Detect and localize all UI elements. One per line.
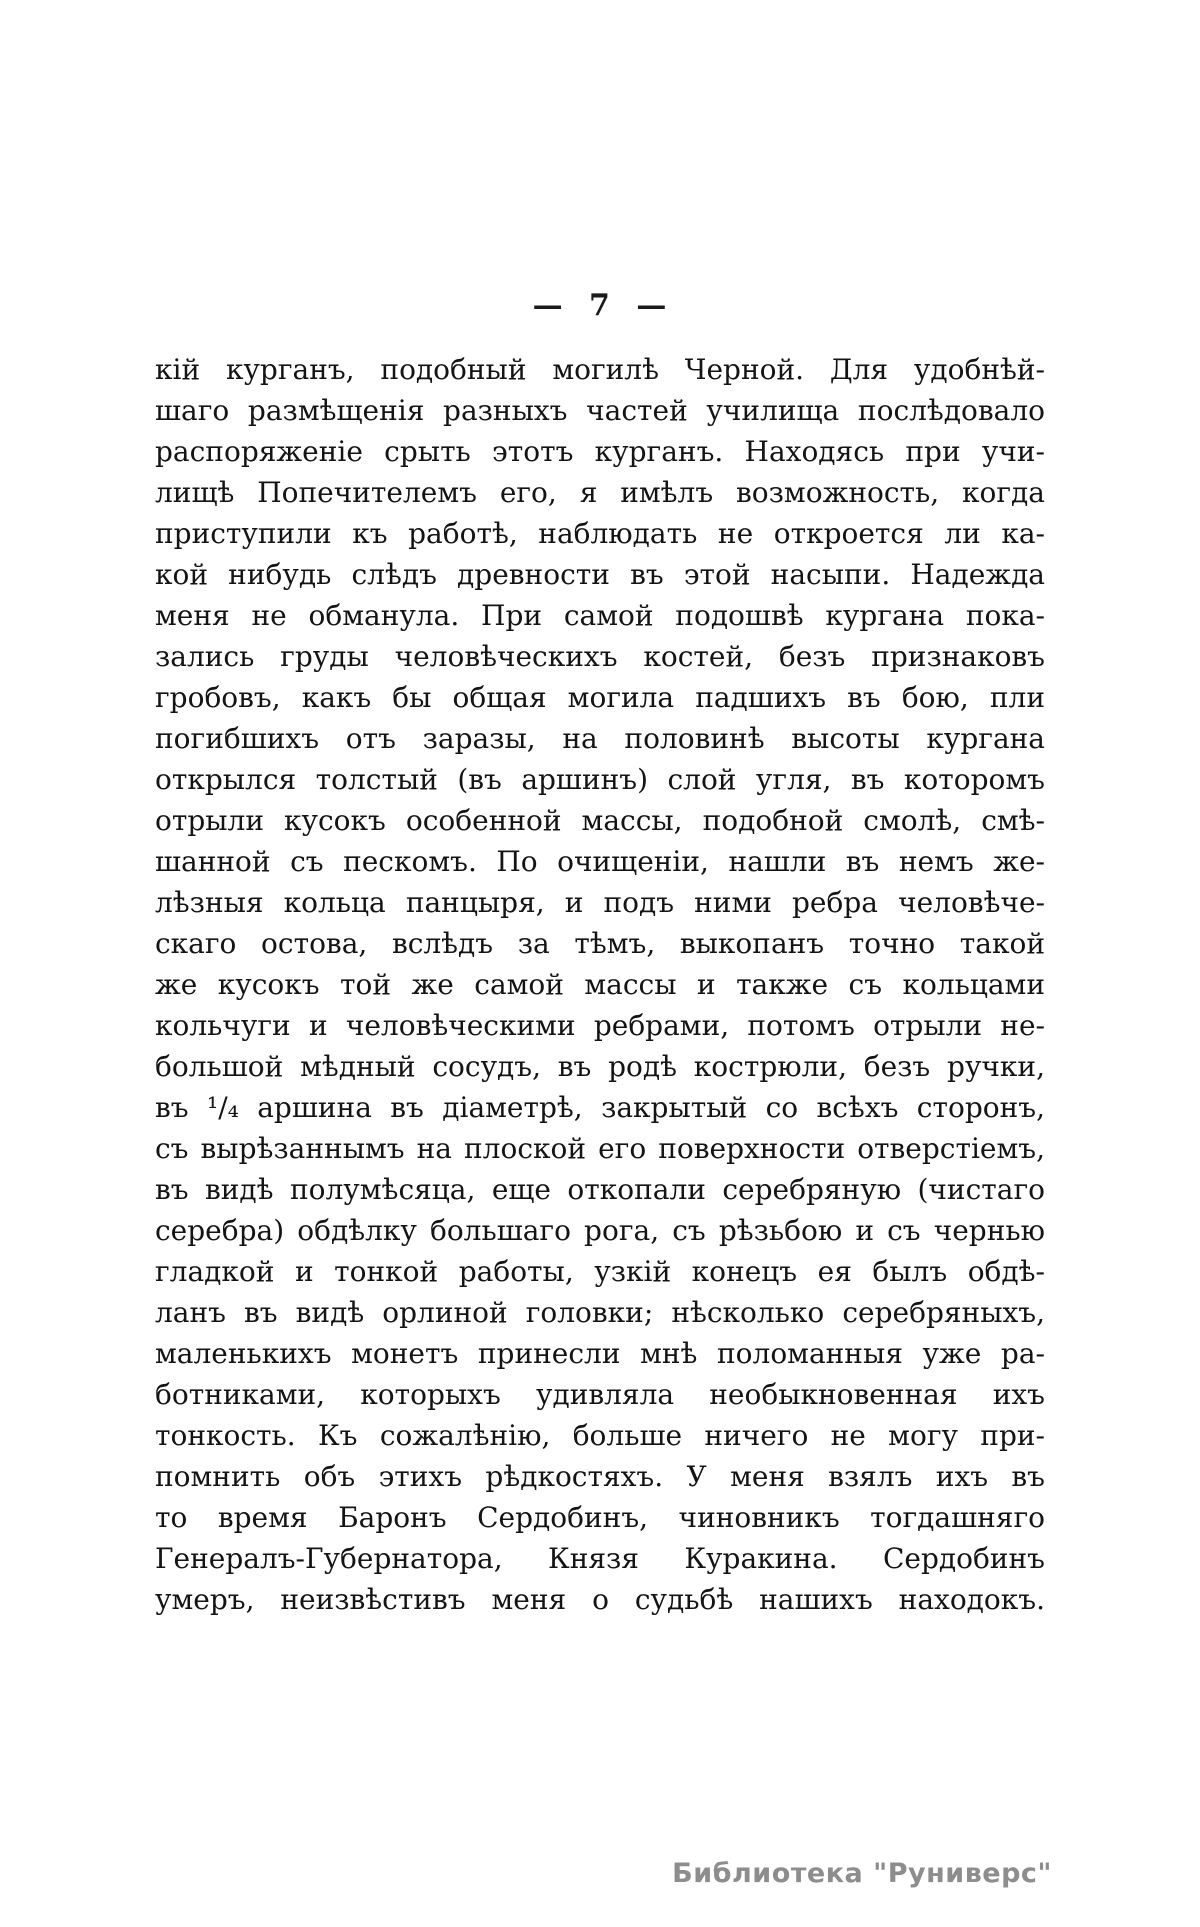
text-line: кой нибудь слѣдъ древности въ этой насыпи. Надежда <box>155 558 1045 591</box>
text-line: погибшихъ отъ заразы, на половинѣ высоты кургана <box>155 722 1045 755</box>
text-line: умеръ, неизвѣстивъ меня о судьбѣ нашихъ находокъ. <box>155 1583 1045 1616</box>
text-line: серебра) обдѣлку большаго рога, съ рѣзьбою и съ чернью <box>155 1214 1045 1247</box>
text-line: гладкой и тонкой работы, узкій конецъ ея былъ обдѣ- <box>155 1255 1045 1288</box>
text-line: тонкость. Къ сожалѣнію, больше ничего не могу при- <box>155 1419 1045 1452</box>
library-watermark: Библиотека "Руниверс" <box>672 1858 1052 1889</box>
text-line: Генералъ-Губернатора, Князя Куракина. Сердобинъ <box>155 1542 1045 1575</box>
text-line: меня не обманула. При самой подошвѣ кургана пока- <box>155 599 1045 632</box>
text-line: кольчуги и человѣческими ребрами, потомъ отрыли не- <box>155 1009 1045 1042</box>
text-line: лѣзныя кольца панцыря, и подъ ними ребра человѣче- <box>155 886 1045 919</box>
text-line: то время Баронъ Сердобинъ, чиновникъ тогдашняго <box>155 1501 1045 1534</box>
text-line: въ видѣ полумѣсяца, еще откопали серебряную (чистаго <box>155 1173 1045 1206</box>
text-line: же кусокъ той же самой массы и также съ кольцами <box>155 968 1045 1001</box>
text-line: приступили къ работѣ, наблюдать не откроется ли ка- <box>155 517 1045 550</box>
text-line: ботниками, которыхъ удивляла необыкновенная ихъ <box>155 1378 1045 1411</box>
text-line: гробовъ, какъ бы общая могила падшихъ въ бою, пли <box>155 681 1045 714</box>
text-line: шаго размѣщенія разныхъ частей училища послѣдовало <box>155 394 1045 427</box>
text-line: распоряженіе срыть этотъ курганъ. Находясь при учи- <box>155 435 1045 468</box>
text-line: зались груды человѣческихъ костей, безъ признаковъ <box>155 640 1045 673</box>
text-line: съ вырѣзаннымъ на плоской его поверхности отверстіемъ, <box>155 1132 1045 1165</box>
text-line: лищѣ Попечителемъ его, я имѣлъ возможность, когда <box>155 476 1045 509</box>
text-line: маленькихъ монетъ принесли мнѣ поломанныя уже ра- <box>155 1337 1045 1370</box>
text-line: въ ¹/₄ аршина въ діаметрѣ, закрытый со всѣхъ сторонъ, <box>155 1091 1045 1124</box>
text-line: кій курганъ, подобный могилѣ Черной. Для удобнѣй- <box>155 353 1045 386</box>
body-text <box>155 349 1045 1620</box>
text-line: скаго остова, вслѣдъ за тѣмъ, выкопанъ точно такой <box>155 927 1045 960</box>
text-line: открылся толстый (въ аршинъ) слой угля, въ которомъ <box>155 763 1045 796</box>
text-line: большой мѣдный сосудъ, въ родѣ кострюли, безъ ручки, <box>155 1050 1045 1083</box>
text-line: помнить объ этихъ рѣдкостяхъ. У меня взялъ ихъ въ <box>155 1460 1045 1493</box>
text-line: шанной съ пескомъ. По очищеніи, нашли въ немъ же- <box>155 845 1045 878</box>
text-line: ланъ въ видѣ орлиной головки; нѣсколько серебряныхъ, <box>155 1296 1045 1329</box>
text-line: отрыли кусокъ особенной массы, подобной смолѣ, смѣ- <box>155 804 1045 837</box>
page-number: — 7 — <box>532 288 668 323</box>
